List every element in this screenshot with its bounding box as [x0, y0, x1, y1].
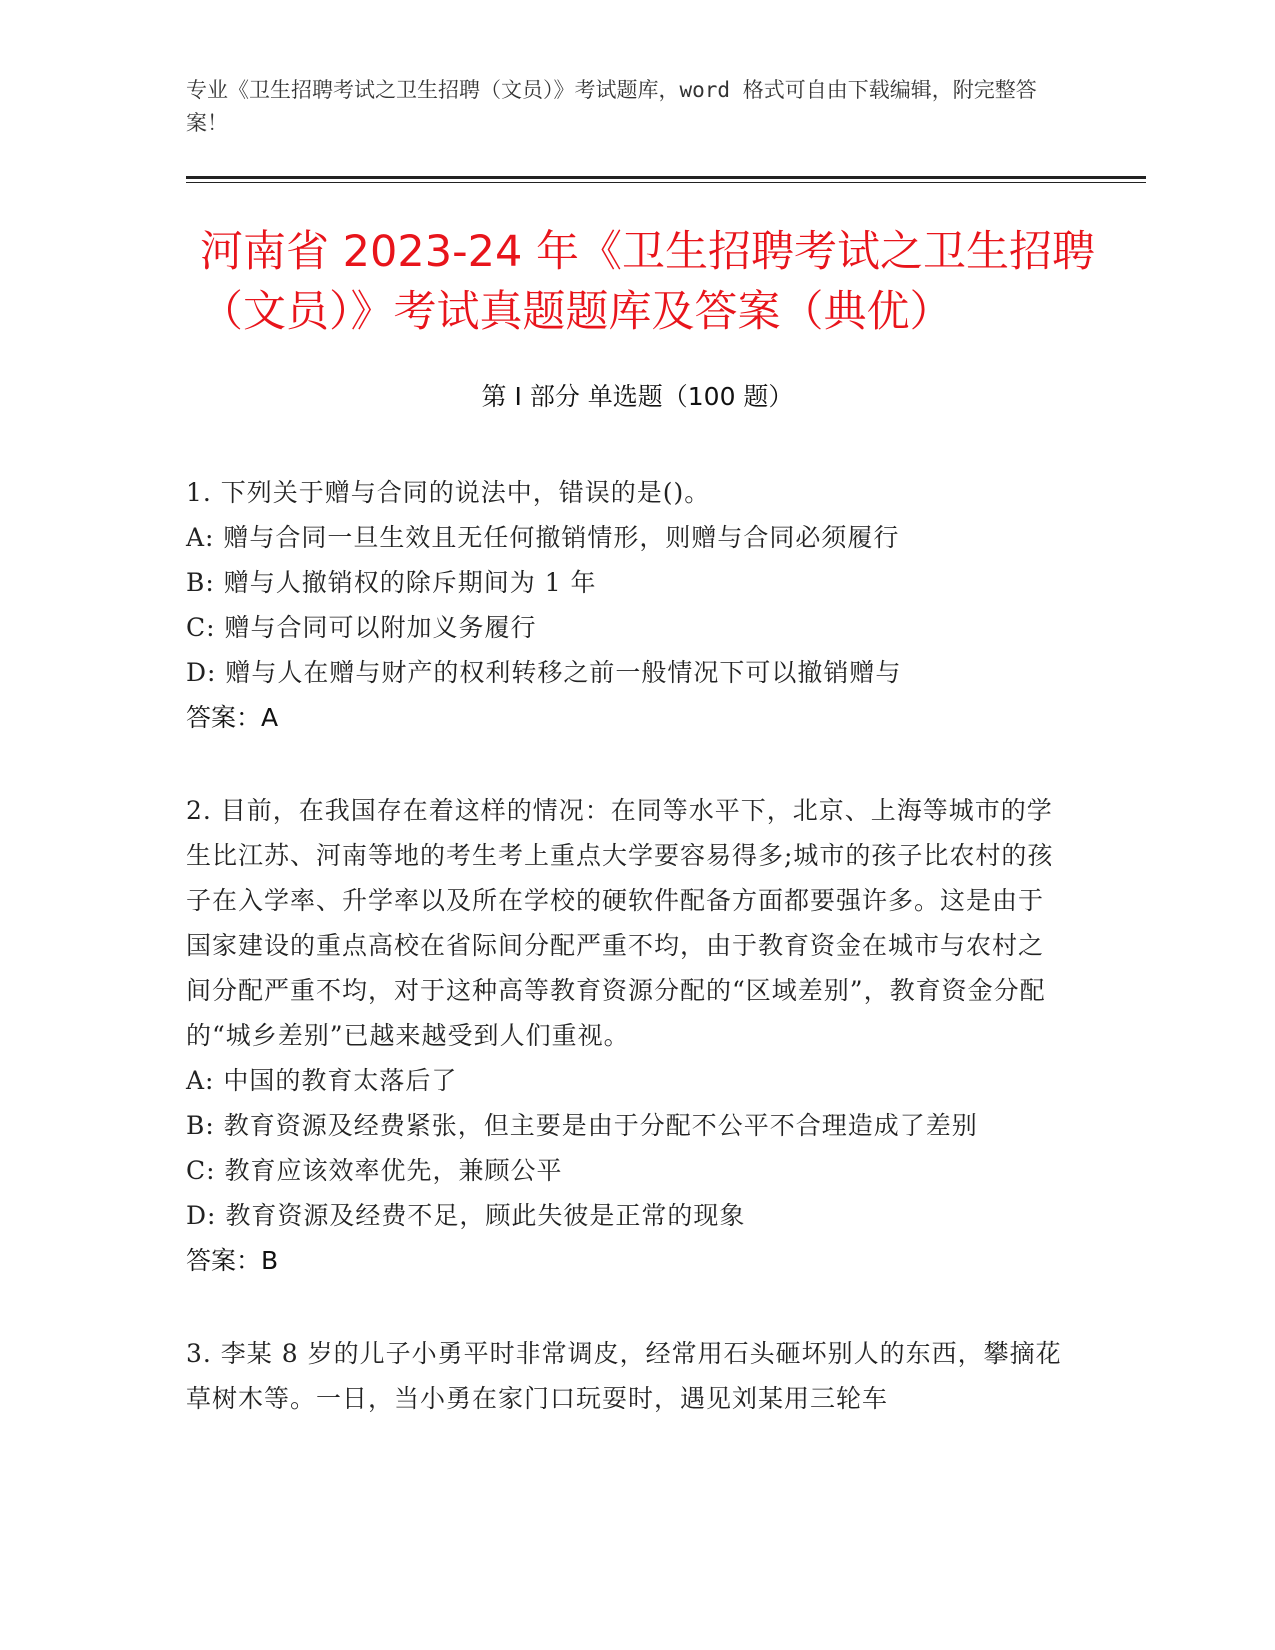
- answer: 答案：B: [186, 1246, 279, 1275]
- option-a: A: 中国的教育太落后了: [186, 1066, 458, 1095]
- question-3: [186, 1331, 1066, 1421]
- question-stem: 2. 目前，在我国存在着这样的情况：在同等水平下，北京、上海等城市的学生比江苏、河南等地的考生考上重点大学要容易得多;城市的孩子比农村的孩子在入学率、升学率以及所在学校的硬软件配备方面都要强许多。这是由于国家建设的重点高校在省际间分配严重不均，由于教育资金在城市与农村之间分配严重不均，对于这种高等教育资源分配的“区域差别”，教育资金分配的“城乡差别”已越来越受到人们重视。: [186, 796, 1054, 1050]
- document-title: 河南省 2023-24 年《卫生招聘考试之卫生招聘（文员）》考试真题题库及答案（典优）: [200, 227, 1096, 337]
- option-b: B: 赠与人撤销权的除斥期间为 1 年: [186, 568, 597, 597]
- question-stem: 3. 李某 8 岁的儿子小勇平时非常调皮，经常用石头砸坏别人的东西，攀摘花草树木等。一日，当小勇在家门口玩耍时，遇见刘某用三轮车: [186, 1339, 1062, 1413]
- option-a: A: 赠与合同一旦生效且无任何撤销情形，则赠与合同必须履行: [186, 523, 900, 552]
- header-rule-thick: [186, 176, 1146, 179]
- header-note: 专业《卫生招聘考试之卫生招聘（文员）》考试题库，word 格式可自由下载编辑，附完整答案！: [186, 78, 1037, 135]
- option-b: B: 教育资源及经费紧张，但主要是由于分配不公平不合理造成了差别: [186, 1111, 978, 1140]
- answer: 答案：A: [186, 703, 279, 732]
- question-stem: 1. 下列关于赠与合同的说法中，错误的是()。: [186, 478, 711, 507]
- question-1: [186, 470, 1066, 740]
- option-c: C: 教育应该效率优先，兼顾公平: [186, 1156, 563, 1185]
- option-d: D: 赠与人在赠与财产的权利转移之前一般情况下可以撤销赠与: [186, 658, 902, 687]
- header-rule-thin: [186, 182, 1146, 183]
- option-c: C: 赠与合同可以附加义务履行: [186, 613, 537, 642]
- question-list: [186, 470, 1066, 1469]
- question-2: [186, 788, 1066, 1283]
- option-d: D: 教育资源及经费不足，顾此失彼是正常的现象: [186, 1201, 746, 1230]
- section-title: 第 I 部分 单选题（100 题）: [481, 382, 794, 411]
